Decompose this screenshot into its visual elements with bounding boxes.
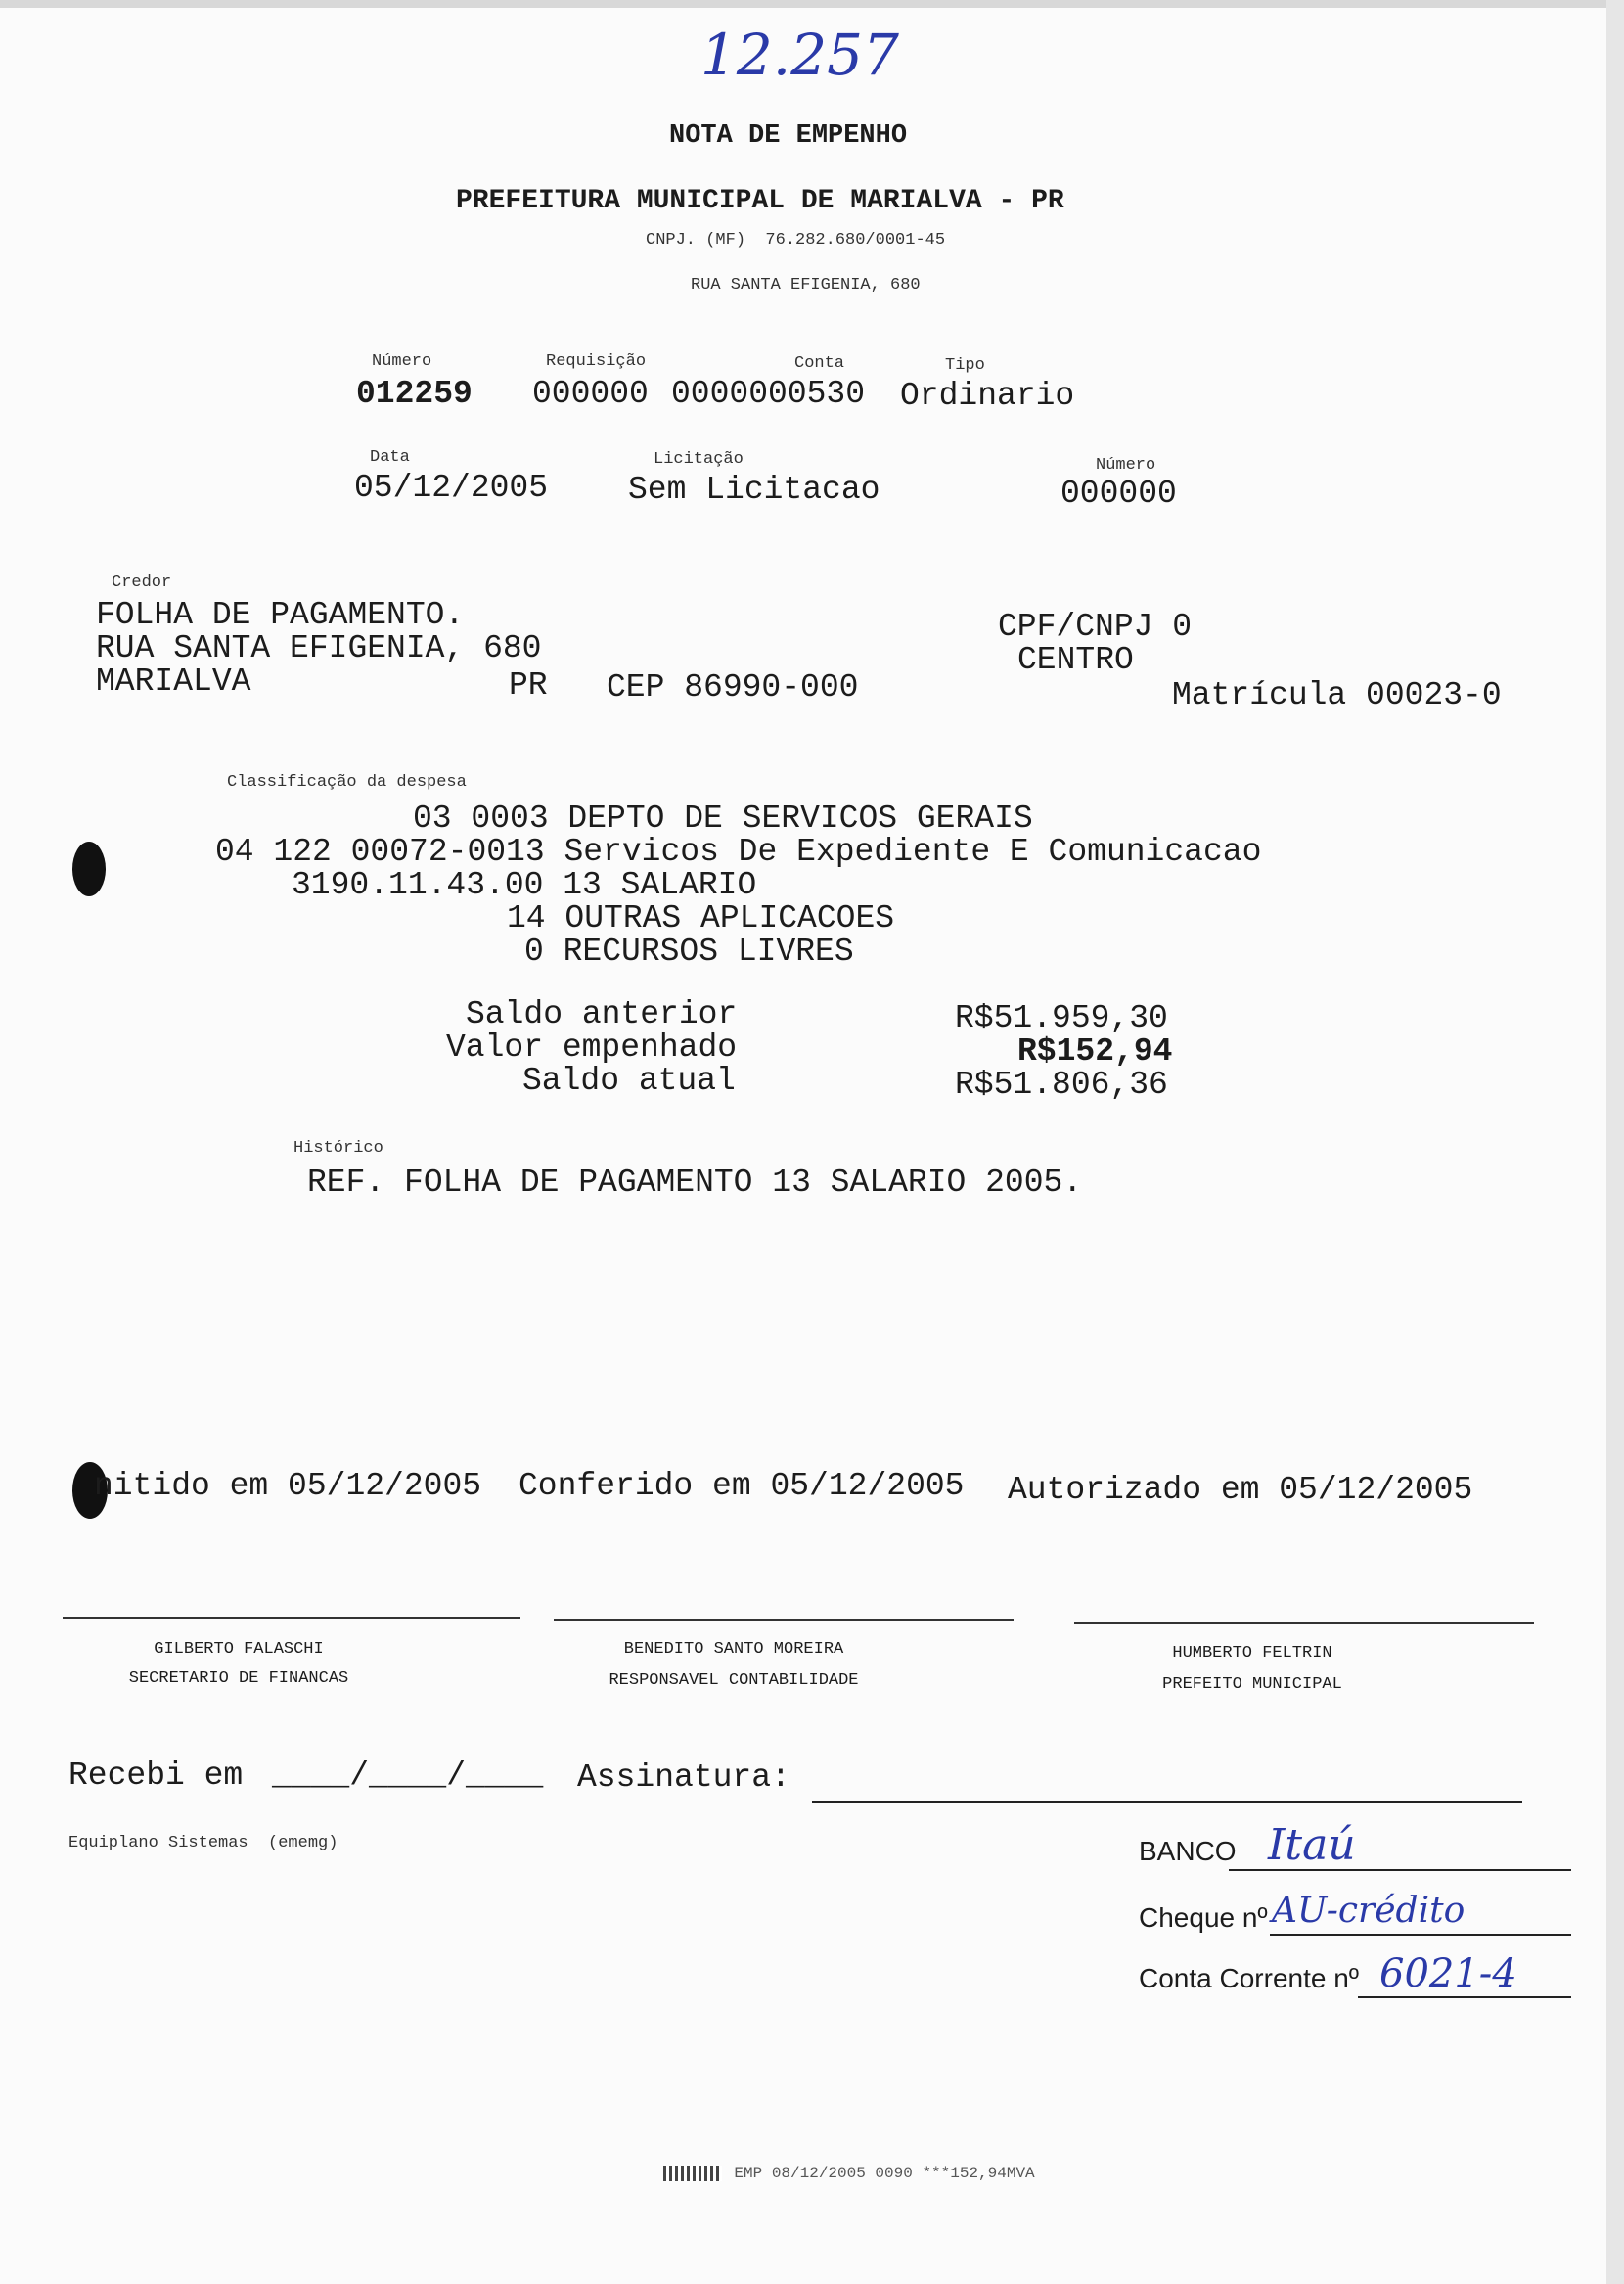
bottom-stamp [626,2147,1035,2200]
signatory-name: GILBERTO FALASCHI [154,1640,324,1659]
credor-cep: CEP 86990-000 [607,669,859,706]
signatory-name: BENEDITO SANTO MOREIRA [623,1640,844,1659]
saldo-atual-label: Saldo atual [522,1063,736,1099]
numero-value: 012259 [356,376,473,412]
cnpj: CNPJ. (MF) 76.282.680/0001-45 [646,231,946,250]
licitacao-value: Sem Licitacao [628,472,880,508]
conta-label: Conta [794,354,845,373]
numero-label: Número [372,352,432,371]
credor-cpf: CPF/CNPJ 0 [998,609,1193,645]
assinatura-label: Assinatura: [577,1759,790,1796]
credor-state: PR [509,667,548,704]
historico-text: REF. FOLHA DE PAGAMENTO 13 SALARIO 2005. [307,1165,1083,1201]
classificacao-line: 0 RECURSOS LIVRES [524,934,854,970]
classificacao-line: 14 OUTRAS APLICACOES [507,900,895,936]
institution-name: PREFEITURA MUNICIPAL DE MARIALVA - PR [456,186,1064,216]
tipo-value: Ordinario [900,378,1075,414]
saldo-anterior-value: R$51.959,30 [955,1000,1168,1036]
signature-line [1074,1622,1534,1624]
data-label: Data [370,448,410,467]
credor-matricula: Matrícula 00023-0 [1172,677,1502,713]
conferido-date: Conferido em 05/12/2005 [519,1468,965,1504]
system-footer: Equiplano Sistemas (ememg) [68,1834,338,1852]
classificacao-label: Classificação da despesa [227,773,467,792]
classificacao-line: 03 0003 DEPTO DE SERVICOS GERAIS [413,800,1033,837]
classificacao-line: 04 122 00072-0013 Servicos De Expediente E Comunicacao [215,834,1262,870]
banco-handwritten: Itaú [1268,1820,1356,1870]
signatory-role: SECRETARIO DE FINANCAS [128,1669,349,1688]
recebi-label: Recebi em [68,1758,244,1794]
doc-title: NOTA DE EMPENHO [669,121,908,151]
tipo-label: Tipo [945,356,985,375]
cheque-line [1270,1934,1571,1936]
saldo-atual-value: R$51.806,36 [955,1067,1168,1103]
ink-blot [72,842,106,896]
signature-line [554,1619,1014,1621]
signatory-role: RESPONSAVEL CONTABILIDADE [609,1671,859,1690]
cheque-label: Cheque nº [1139,1902,1268,1933]
institution-address: RUA SANTA EFIGENIA, 680 [691,276,921,295]
credor-label: Credor [112,573,172,592]
credor-name: FOLHA DE PAGAMENTO. [96,597,465,633]
signature-line [63,1617,520,1619]
valor-empenhado-label: Valor empenhado [446,1029,738,1066]
conta-corrente-label: Conta Corrente nº [1139,1963,1360,1993]
data-value: 05/12/2005 [354,470,549,506]
conta-corrente-handwritten: 6021-4 [1379,1951,1517,1996]
stamp-text: EMP 08/12/2005 0090 ***152,94MVA [734,2165,1035,2182]
requisicao-label: Requisição [546,352,647,371]
barcode-icon [663,2166,722,2181]
numero2-label: Número [1096,456,1156,475]
requisicao-value: 000000 [532,376,649,412]
credor-street: RUA SANTA EFIGENIA, 680 [96,630,542,666]
conta-value: 0000000530 [671,376,866,412]
handwritten-number: 12.257 [700,22,899,88]
licitacao-label: Licitação [654,450,744,469]
credor-bairro: CENTRO [1017,642,1134,678]
valor-empenhado-value: R$152,94 [1017,1033,1173,1070]
banco-label: BANCO [1139,1836,1237,1866]
cheque-handwritten: AU-crédito [1272,1891,1466,1931]
numero2-value: 000000 [1060,476,1177,512]
conta-corrente-line [1358,1996,1571,1998]
classificacao-line: 3190.11.43.00 13 SALARIO [292,867,757,903]
signatory-role: PREFEITO MUNICIPAL [1162,1675,1342,1694]
scan-top-edge [0,0,1624,8]
signatory-name: HUMBERTO FELTRIN [1172,1644,1332,1663]
scan-right-edge [1606,0,1624,2284]
historico-label: Histórico [293,1139,383,1158]
emitido-date: nitido em 05/12/2005 [94,1468,482,1504]
recebi-date-blank[interactable]: ____/____/____ [272,1758,544,1794]
saldo-anterior-label: Saldo anterior [466,996,738,1032]
credor-city: MARIALVA [96,663,251,700]
assinatura-line[interactable] [812,1801,1522,1803]
autorizado-date: Autorizado em 05/12/2005 [1008,1472,1473,1508]
